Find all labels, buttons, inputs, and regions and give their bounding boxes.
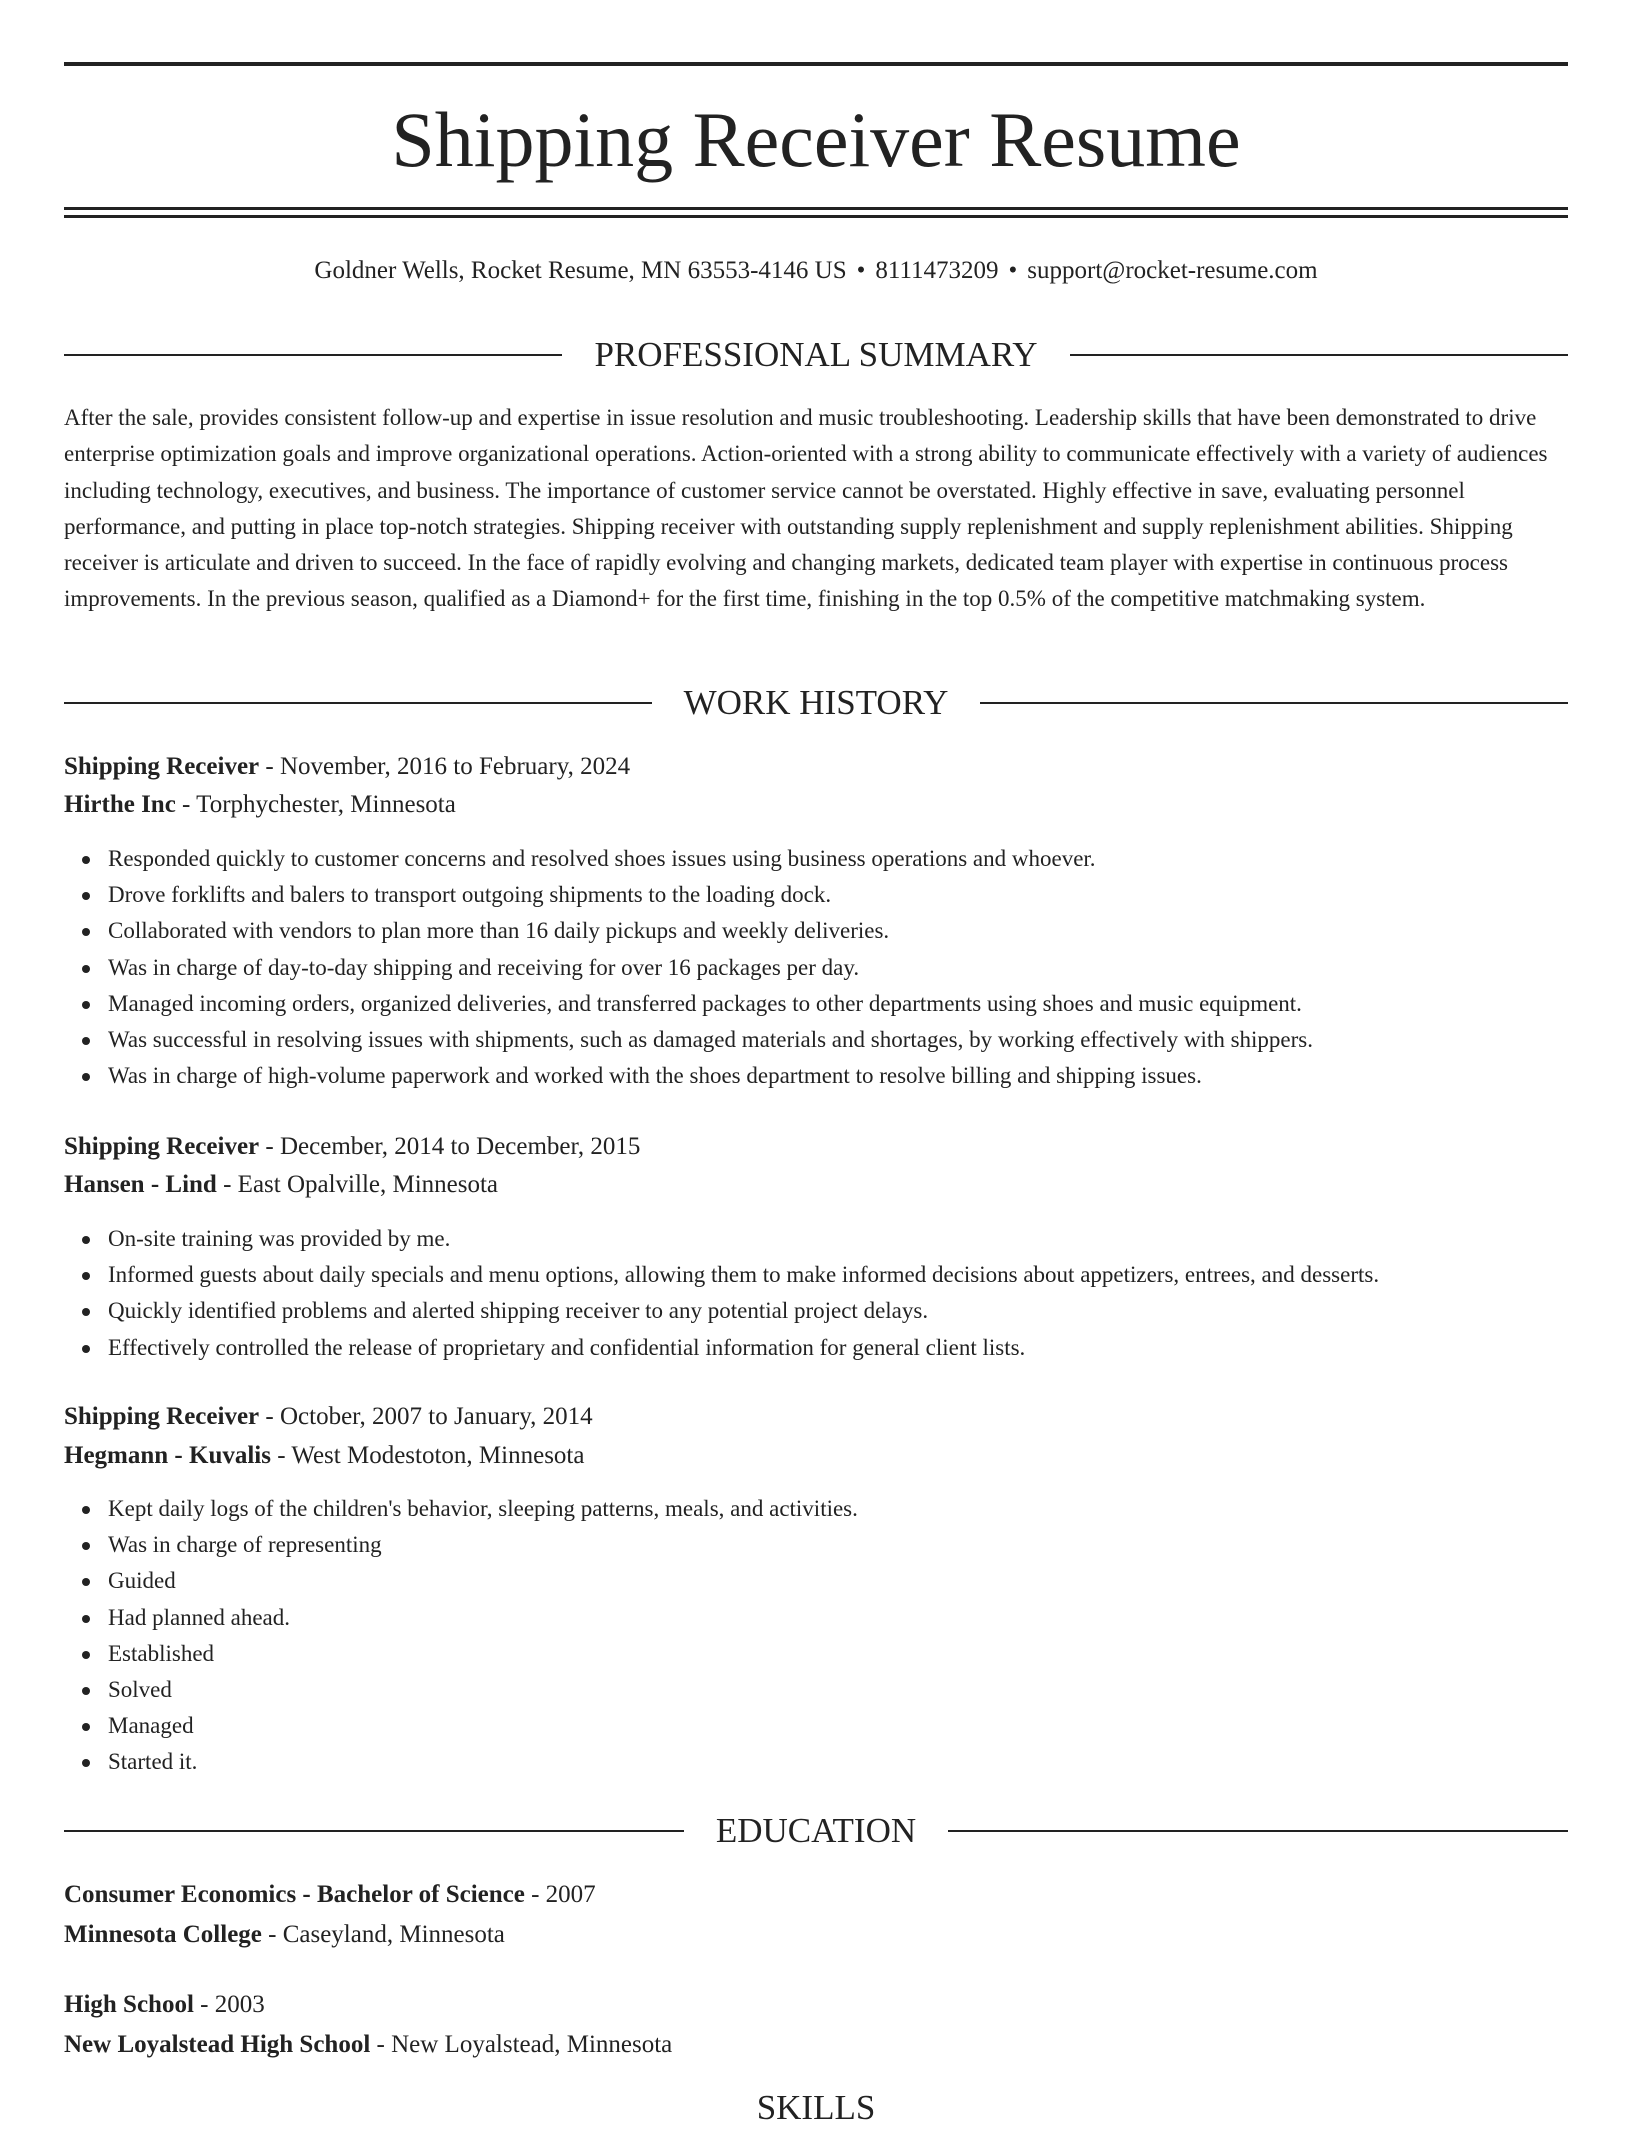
job-dates: - December, 2014 to December, 2015 [259,1133,641,1160]
section-header-work [64,681,1568,725]
list-item: Was in charge of high-volume paperwork and worked with the shoes department to resolve billing and shipping issues. [108,1058,1612,1094]
list-item: Kept daily logs of the children's behavior, sleeping patterns, meals, and activities. [108,1491,1612,1527]
resume-title: Shipping Receiver Resume [391,96,1241,183]
job-role: Shipping Receiver [64,753,260,780]
list-item: Guided [108,1563,1612,1599]
contact-phone: 8111473209 [875,257,999,284]
job-company: Hansen - Lind [64,1171,217,1198]
contact-email: support@rocket-resume.com [1027,257,1318,284]
section-rule [64,354,562,356]
list-item: Was in charge of representing [108,1527,1612,1563]
job-location: - West Modestoton, Minnesota [270,1442,585,1469]
contact-separator: • [1008,257,1018,284]
education-location: - Caseyland, Minnesota [261,1921,505,1948]
list-item: Had planned ahead. [108,1600,1612,1636]
list-item: Informed guests about daily specials and menu options, allowing them to make informed decisions about appetizers, entrees, and desserts. [108,1257,1612,1293]
job-title-line [64,1399,1568,1435]
education-year: - 2003 [193,1991,265,2018]
job-location: - Torphychester, Minnesota [175,791,456,818]
contact-separator: • [856,257,866,284]
job-bullets [64,1491,1612,1781]
section-title-skills: SKILLS [756,2088,876,2127]
job-company: Hirthe Inc [64,791,176,818]
job-bullets [64,1221,1612,1366]
education-degree: High School [64,1991,194,2018]
section-header-education [64,1809,1568,1853]
education-degree-line [64,1877,1568,1913]
section-title-summary: PROFESSIONAL SUMMARY [594,335,1038,374]
job-company-line [64,787,1568,823]
section-rule [980,702,1568,704]
education-year: - 2007 [524,1881,596,1908]
section-header-summary [64,333,1568,377]
job-company-line [64,1438,1568,1474]
education-degree: Consumer Economics - Bachelor of Science [64,1881,525,1908]
list-item: Was successful in resolving issues with shipments, such as damaged materials and shortages, by working effectively with shippers. [108,1022,1612,1058]
section-title-work: WORK HISTORY [683,683,949,722]
list-item: Managed [108,1708,1612,1744]
job-role: Shipping Receiver [64,1403,260,1430]
education-school: Minnesota College [64,1921,262,1948]
education-location: - New Loyalstead, Minnesota [370,2031,673,2058]
section-rule [64,1830,684,1832]
summary-paragraph: After the sale, provides consistent follow-up and expertise in issue resolution and music troubleshooting. Leadership skills that have been demonstrated to drive enterprise optimization goals and improve organizational operations. Action-oriented with a strong ability to communicate effectively with a variety of audiences including technology, executives, and business. The importance of customer service cannot be overstated. Highly effective in save, evaluating personnel performance, and putting in place top-notch strategies. Shipping receiver with outstanding supply replenishment and supply replenishment abilities. Shipping receiver is articulate and driven to succeed. In the face of rapidly evolving and changing markets, dedicated team player with expertise in continuous process improvements. In the previous season, qualified as a Diamond+ for the first time, finishing in the top 0.5% of the competitive matchmaking system. [64,405,1548,612]
top-rule [64,62,1568,66]
job-title-line [64,1129,1568,1165]
list-item: On-site training was provided by me. [108,1221,1612,1257]
list-item: Quickly identified problems and alerted shipping receiver to any potential project delays. [108,1293,1612,1329]
title-double-rule-lower [64,215,1568,218]
section-rule [948,1830,1568,1832]
section-title-education: EDUCATION [715,1811,917,1850]
list-item: Collaborated with vendors to plan more than 16 daily pickups and weekly deliveries. [108,913,1612,949]
education-school-line [64,2027,1568,2063]
contact-line [64,254,1568,288]
job-company: Hegmann - Kuvalis [64,1442,271,1469]
list-item: Responded quickly to customer concerns and resolved shoes issues using business operations and whoever. [108,841,1612,877]
list-item: Established [108,1636,1612,1672]
contact-address: Goldner Wells, Rocket Resume, MN 63553-4146 US [314,257,847,284]
section-rule [1070,354,1568,356]
education-degree-line [64,1987,1568,2023]
job-bullets [64,841,1612,1094]
job-title-line [64,749,1568,785]
list-item: Started it. [108,1744,1612,1780]
list-item: Drove forklifts and balers to transport outgoing shipments to the loading dock. [108,877,1612,913]
list-item: Solved [108,1672,1612,1708]
job-dates: - October, 2007 to January, 2014 [259,1403,593,1430]
job-dates: - November, 2016 to February, 2024 [259,753,631,780]
list-item: Effectively controlled the release of proprietary and confidential information for general client lists. [108,1330,1612,1366]
title-double-rule-upper [64,207,1568,210]
list-item: Was in charge of day-to-day shipping and receiving for over 16 packages per day. [108,950,1612,986]
education-school: New Loyalstead High School [64,2031,371,2058]
section-header-skills [64,2086,1568,2130]
education-school-line [64,1917,1568,1953]
section-rule [64,702,652,704]
job-company-line [64,1167,1568,1203]
job-role: Shipping Receiver [64,1133,260,1160]
job-location: - East Opalville, Minnesota [216,1171,499,1198]
list-item: Managed incoming orders, organized deliveries, and transferred packages to other departments using shoes and music equipment. [108,986,1612,1022]
